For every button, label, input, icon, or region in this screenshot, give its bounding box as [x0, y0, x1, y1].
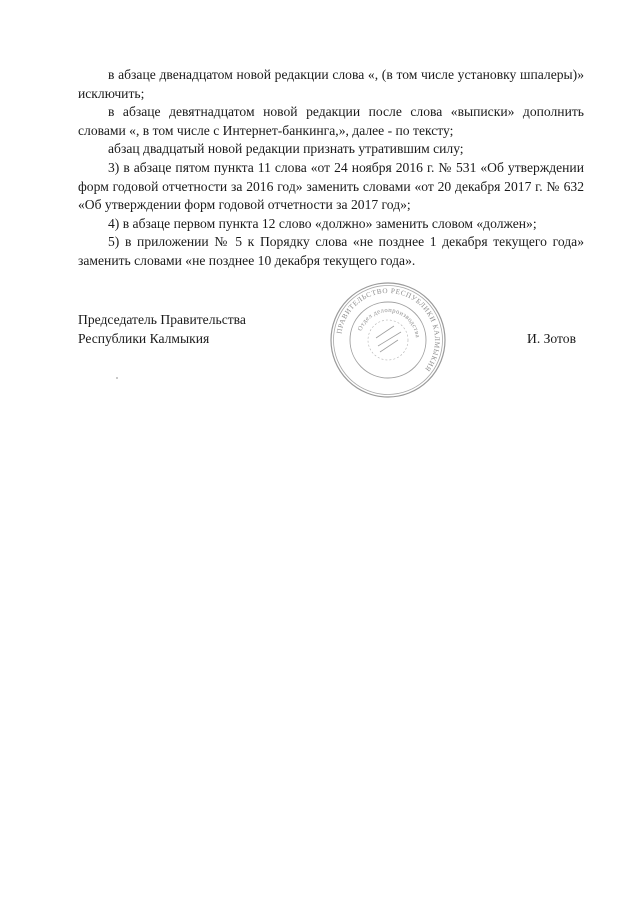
signatory-position-line2: Республики Калмыкия — [78, 330, 210, 346]
paragraph-item-3: 3) в абзаце пятом пункта 11 слова «от 24 ноября 2016 г. № 531 «Об утверждении форм годовой отчетности за 2016 год» заменить словами «от 20 декабря 2017 г. № 632 «Об утверждении форм годовой отчетности за 2017 год»; — [78, 159, 584, 213]
paragraph-abzac-20: абзац двадцатый новой редакции признать утратившим силу; — [108, 141, 464, 157]
paragraph-abzac-12: в абзаце двенадцатом новой редакции слова «, (в том числе установку шпалеры)» исключить; — [78, 67, 584, 101]
official-seal — [328, 280, 448, 400]
svg-text:Отдел делопроизводства — [357, 307, 421, 339]
decree-body — [78, 66, 584, 271]
paragraph-item-4: 4) в абзаце первом пункта 12 слово «должно» заменить словом «должен»; — [108, 215, 537, 231]
scan-speck — [116, 377, 118, 379]
seal-inner-text: Отдел делопроизводства — [356, 306, 421, 339]
signatory-position-line1: Председатель Правительства — [78, 312, 246, 327]
seal-outer-text: ПРАВИТЕЛЬСТВО РЕСПУБЛИКИ КАЛМЫКИЯ — [335, 286, 442, 374]
paragraph-item-5: 5) в приложении № 5 к Порядку слова «не позднее 1 декабря текущего года» заменить словами «не позднее 10 декабря текущего года». — [78, 234, 584, 268]
seal-icon — [328, 280, 448, 400]
paragraph-abzac-19: в абзаце девятнадцатом новой редакции после слова «выписки» дополнить словами «, в том числе с Интернет-банкинга,», далее - по тексту; — [78, 104, 584, 138]
signatory-name: И. Зотов — [527, 330, 577, 346]
